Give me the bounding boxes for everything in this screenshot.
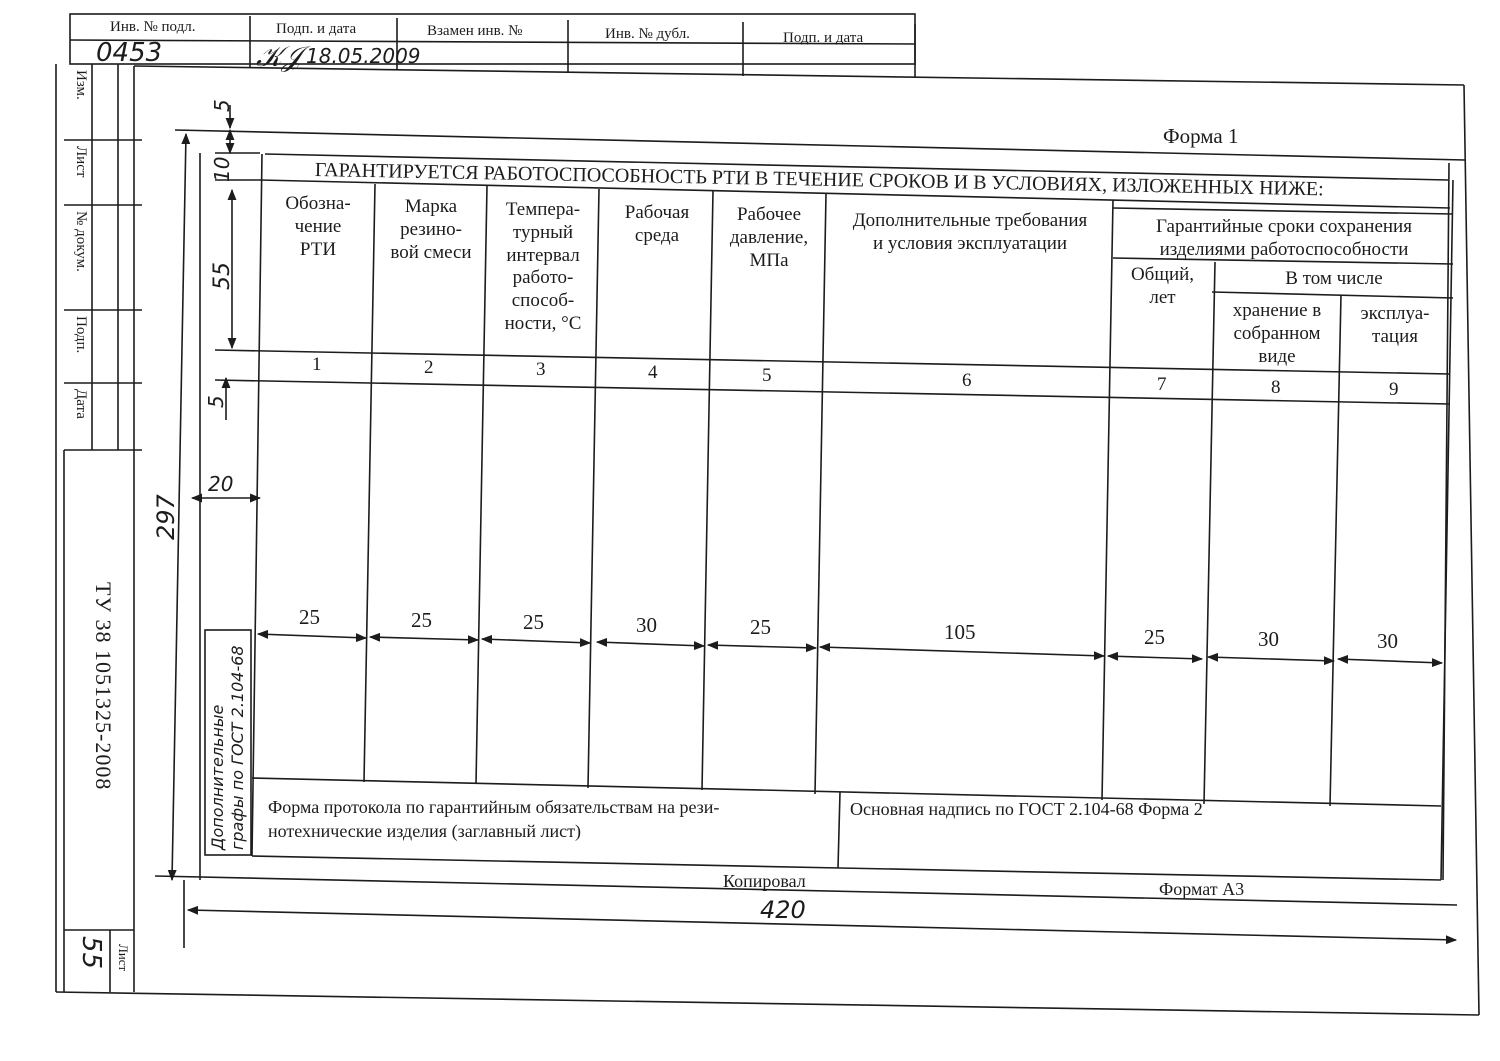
format-label: Формат А3	[1159, 879, 1245, 899]
column-number-3: 3	[536, 359, 546, 380]
table-title: ГАРАНТИРУЕТСЯ РАБОТОСПОСОБНОСТЬ РТИ В ТЕЧЕНИЕ СРОКОВ И В УСЛОВИЯХ, ИЗЛОЖЕННЫХ НИЖЕ:	[314, 159, 1324, 201]
stamp-header-sign-date: Подп. и дата	[276, 21, 357, 37]
dimension-left-offset: 20	[208, 472, 234, 496]
width-dimension-5: 25	[750, 615, 771, 639]
signature-icon: 𝒦𝒥	[256, 40, 302, 73]
width-dimension-3: 25	[523, 610, 544, 634]
width-dimension-2: 25	[411, 608, 432, 632]
column-number-9: 9	[1389, 379, 1399, 400]
margin-label-doc: № докум.	[73, 211, 89, 272]
width-dimension-6: 105	[944, 620, 976, 644]
sheet-label: Лист	[116, 944, 131, 972]
margin-label-list: Лист	[73, 146, 89, 178]
document-code: ТУ 38 1051325-2008	[91, 582, 116, 791]
column-number-1: 1	[312, 354, 322, 375]
column-number-6: 6	[962, 370, 972, 391]
width-dimension-8: 30	[1258, 627, 1279, 651]
dimension-title-row: 10	[210, 156, 234, 182]
sheet-number: 55	[76, 936, 106, 970]
dimension-width: 420	[760, 896, 806, 924]
copied-label: Копировал	[723, 871, 806, 891]
subgroup-header: В том числе	[1285, 268, 1383, 289]
margin-label-izm: Изм.	[73, 70, 89, 100]
width-dimension-1: 25	[299, 605, 320, 629]
width-dimension-9: 30	[1377, 629, 1398, 653]
column-header-3: Темпера- турный интервал работо- способ- ности, °С	[504, 199, 582, 334]
dimension-header-row: 55	[210, 262, 235, 290]
stamp-inv-number: 0453	[96, 38, 163, 68]
margin-label-podp: Подп.	[73, 316, 89, 354]
dimension-top-margin: 5	[210, 99, 234, 112]
column-header-4: Рабочая среда	[624, 202, 690, 246]
stamp-signature-date: 18.05.2009	[306, 44, 421, 68]
column-header-2: Марка резино- вой смеси	[390, 196, 472, 263]
column-number-2: 2	[424, 357, 434, 378]
side-note: Дополнительные графы по ГОСТ 2.104-68	[208, 645, 247, 850]
dimension-number-row: 5	[204, 395, 228, 408]
column-header-8: хранение в собранном виде	[1232, 300, 1322, 367]
column-header-1: Обозна- чение РТИ	[285, 193, 351, 260]
stamp-header-replace-inv: Взамен инв. №	[427, 23, 523, 39]
stamp-header-sign-date-2: Подп. и дата	[783, 30, 864, 46]
footer-right-text: Основная надпись по ГОСТ 2.104-68 Форма 2	[850, 799, 1203, 819]
width-dimension-4: 30	[636, 613, 657, 637]
column-number-8: 8	[1271, 377, 1281, 398]
column-number-5: 5	[762, 365, 772, 386]
stamp-header-inv-orig: Инв. № подл.	[110, 19, 196, 35]
column-number-4: 4	[648, 362, 658, 383]
group-header: Гарантийные сроки сохранения изделиями работоспособности	[1156, 216, 1412, 260]
column-header-9: эксплуа- тация	[1360, 303, 1430, 347]
column-header-5: Рабочее давление, МПа	[729, 204, 809, 271]
column-header-7: Общий, лет	[1130, 264, 1195, 308]
footer-left-text: Форма протокола по гарантийным обязательствам на рези- нотехнические изделия (заглавный лист)	[268, 797, 720, 842]
form-label: Форма 1	[1163, 124, 1239, 148]
margin-label-data: Дата	[73, 389, 89, 419]
column-header-6: Дополнительные требования и условия эксплуатации	[852, 210, 1088, 254]
width-dimension-7: 25	[1144, 625, 1165, 649]
stamp-header-inv-dup: Инв. № дубл.	[605, 26, 690, 42]
column-number-7: 7	[1157, 374, 1167, 395]
dimension-height: 297	[152, 494, 180, 540]
